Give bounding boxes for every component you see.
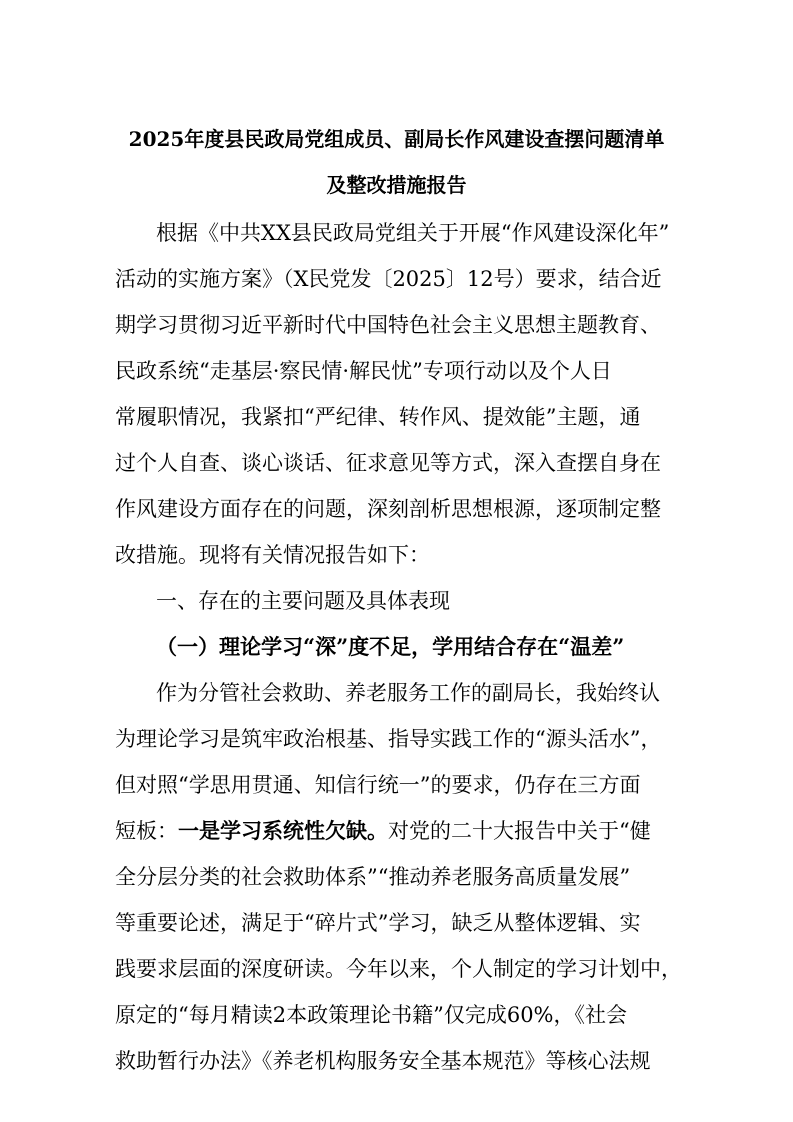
paragraph-line [115,818,651,844]
paragraph-text: 短板： [115,819,178,843]
section-heading: 一、存在的主要问题及具体表现 [156,589,450,613]
intro-line: 作风建设方面存在的问题，深刻剖析思想根源，逐项制定整 [115,497,661,521]
document-title-line-1: 2025年度县民政局党组成员、副局长作风建设查摆问题清单 [128,127,665,151]
paragraph-line: 等重要论述，满足于“碎片式”学习，缺乏从整体逻辑、实 [115,911,641,935]
paragraph-line: 作为分管社会救助、养老服务工作的副局长，我始终认 [156,681,660,705]
paragraph-line: 救助暂行办法》《养老机构服务安全基本规范》等核心法规 [115,1049,651,1073]
paragraph-text: 对党的二十大报告中关于“健 [388,819,651,843]
intro-line: 过个人自查、谈心谈话、征求意见等方式，深入查摆自身在 [115,451,661,475]
intro-line: 活动的实施方案》（X民党发〔2025〕12号）要求，结合近 [115,267,662,291]
intro-line: 期学习贯彻习近平新时代中国特色社会主义思想主题教育、 [115,313,661,337]
document-title-line-2: 及整改措施报告 [326,173,467,197]
intro-line: 民政系统“走基层·察民情·解民忧”专项行动以及个人日 [115,359,612,383]
paragraph-line: 践要求层面的深度研读。今年以来，个人制定的学习计划中， [115,957,682,981]
paragraph-line: 原定的“每月精读2本政策理论书籍”仅完成60%，《社会 [115,1003,628,1027]
paragraph-line: 为理论学习是筑牢政治根基、指导实践工作的“源头活水”， [115,727,662,751]
subsection-heading: （一）理论学习“深”度不足，学用结合存在“温差” [156,634,625,659]
paragraph-line: 但对照“学思用贯通、知信行统一”的要求，仍存在三方面 [115,773,641,797]
emphasis-text: 一是学习系统性欠缺。 [178,818,388,843]
intro-line: 改措施。现将有关情况报告如下： [115,543,430,567]
intro-line: 常履职情况，我紧扣“严纪律、转作风、提效能”主题，通 [115,405,641,429]
intro-line: 根据《中共XX县民政局党组关于开展“作风建设深化年” [156,221,670,245]
paragraph-line: 全分层分类的社会救助体系”“推动养老服务高质量发展” [115,865,631,889]
